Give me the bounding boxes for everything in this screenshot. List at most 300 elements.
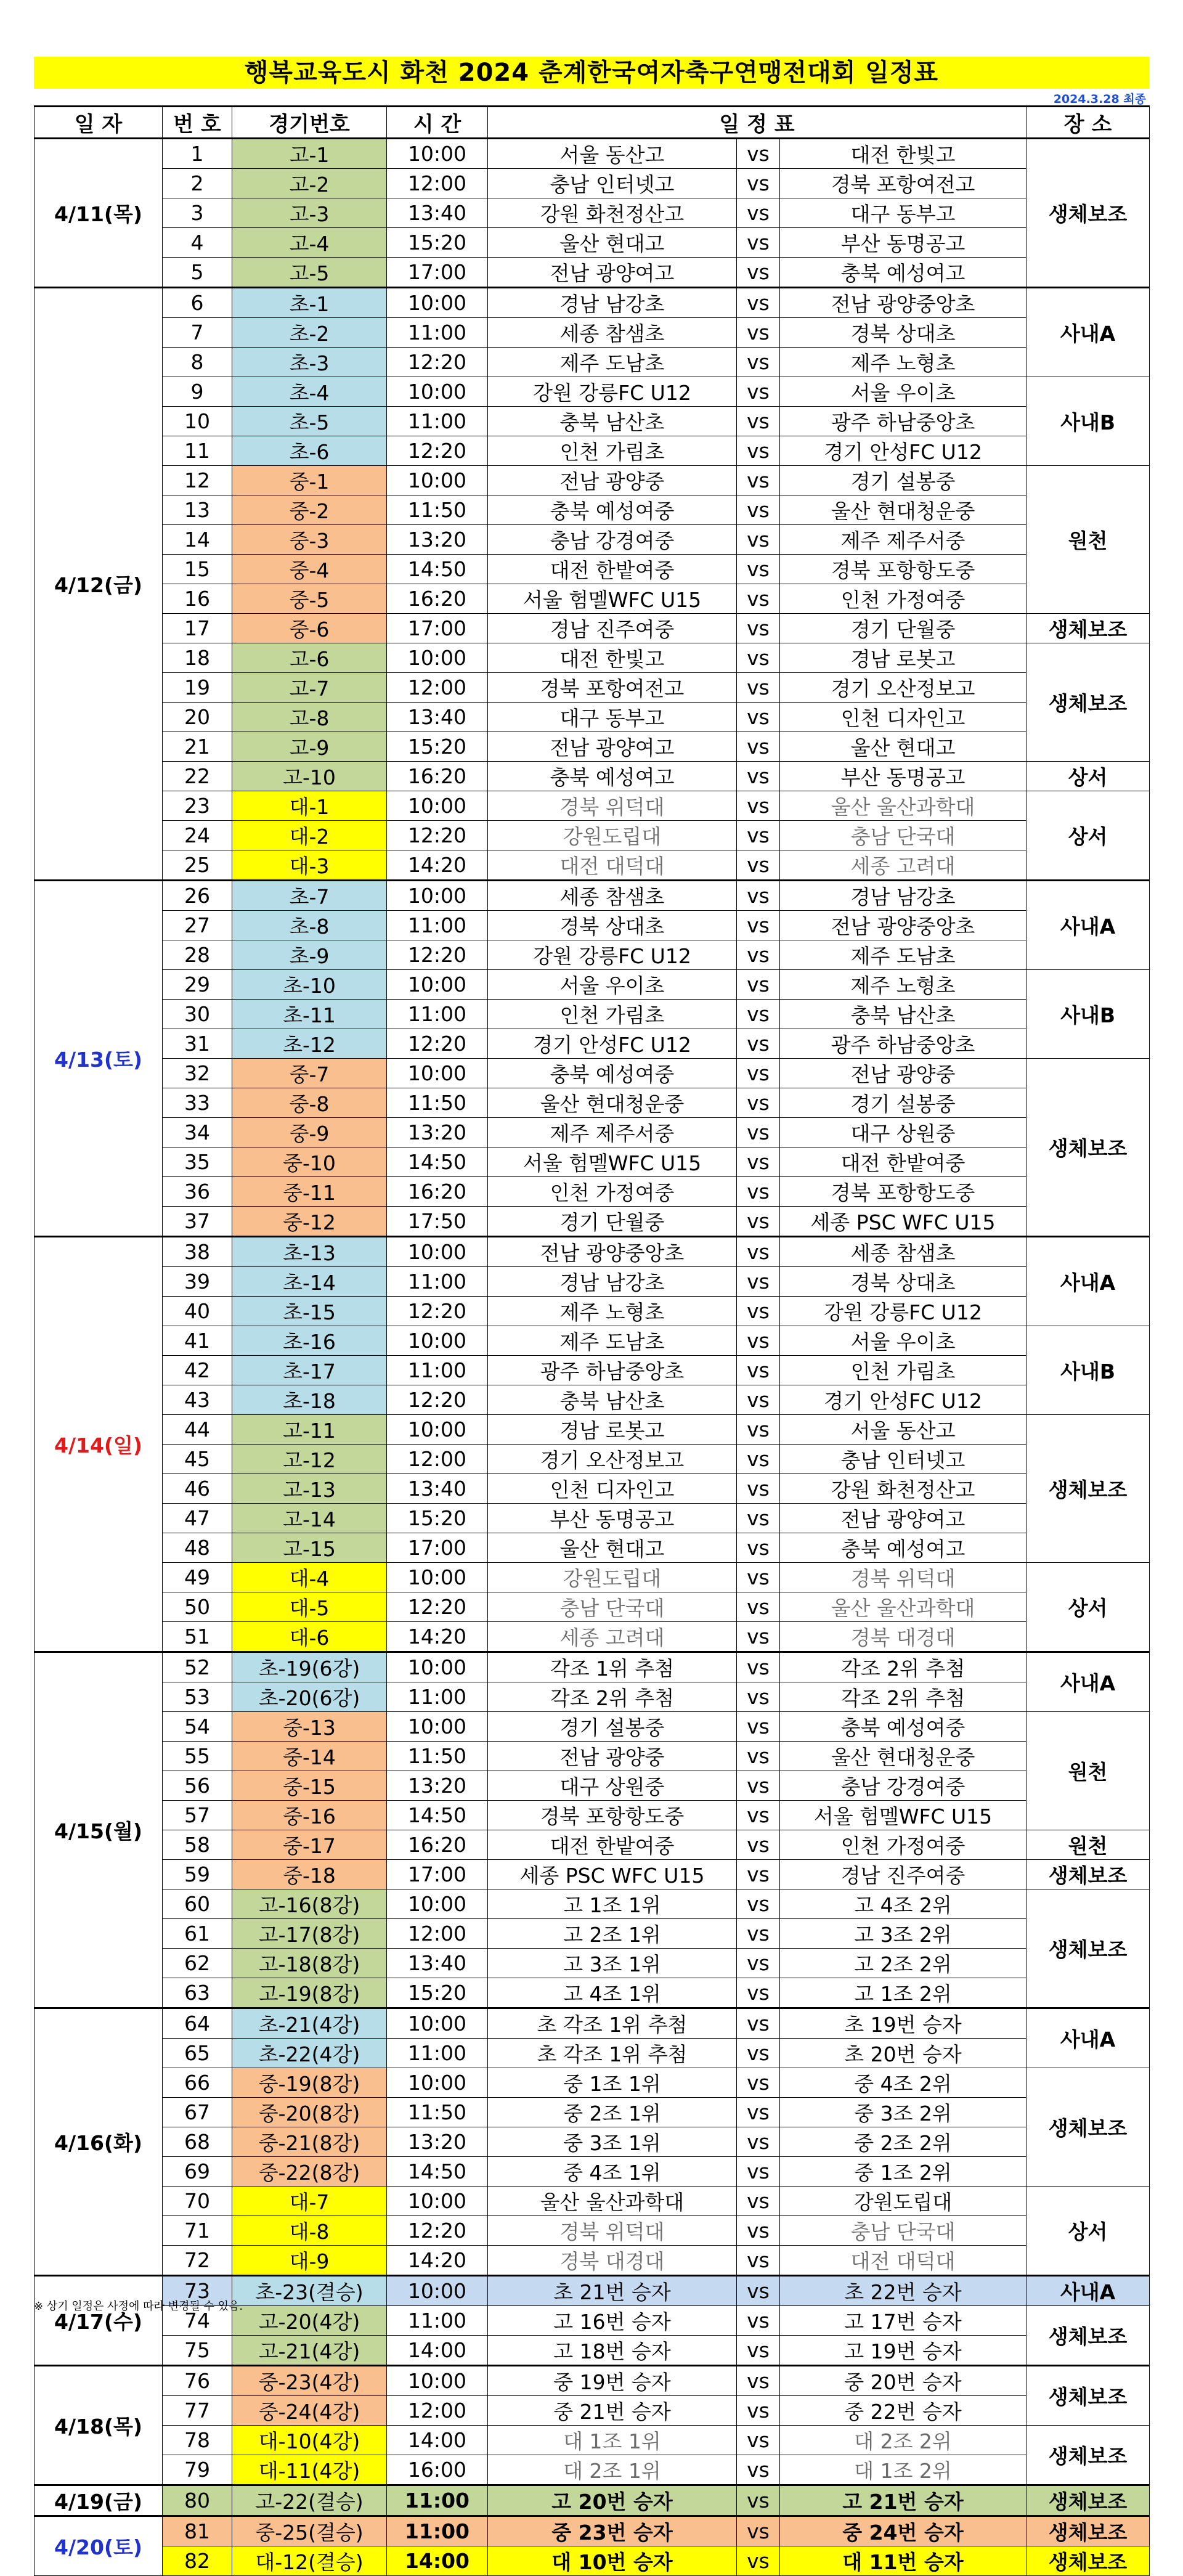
home-team: 서울 험멜WFC U15 — [488, 1147, 737, 1177]
match-time: 12:20 — [387, 1592, 488, 1622]
away-team: 경남 남강초 — [780, 881, 1026, 911]
vs-label: vs — [737, 1445, 780, 1474]
away-team: 경북 상대초 — [780, 1267, 1026, 1297]
vs-label: vs — [737, 1801, 780, 1830]
away-team: 중 3조 2위 — [780, 2098, 1026, 2127]
match-time: 10:00 — [387, 288, 488, 318]
vs-label: vs — [737, 2366, 780, 2396]
match-number: 36 — [163, 1177, 232, 1207]
vs-label: vs — [737, 1267, 780, 1297]
vs-label: vs — [737, 1533, 780, 1563]
match-time: 17:00 — [387, 614, 488, 643]
game-code: 고-7 — [232, 673, 387, 703]
match-time: 13:20 — [387, 2127, 488, 2157]
match-number: 24 — [163, 821, 232, 850]
match-time: 10:00 — [387, 1652, 488, 1682]
vs-label: vs — [737, 1712, 780, 1742]
match-number: 42 — [163, 1356, 232, 1385]
match-row — [35, 1771, 1150, 1801]
match-row — [35, 881, 1150, 911]
home-team: 전남 광양여고 — [488, 258, 737, 288]
match-row — [35, 791, 1150, 821]
match-row — [35, 1889, 1150, 1919]
away-team: 각조 2위 추첨 — [780, 1652, 1026, 1682]
match-time: 13:20 — [387, 525, 488, 555]
match-row — [35, 169, 1150, 198]
home-team: 대전 한밭여중 — [488, 1830, 737, 1860]
match-time: 14:50 — [387, 1147, 488, 1177]
vs-label: vs — [737, 2187, 780, 2216]
away-team: 충남 단국대 — [780, 821, 1026, 850]
home-team: 강원 강릉FC U12 — [488, 377, 737, 407]
match-time: 10:00 — [387, 377, 488, 407]
match-day: 4/16(화) — [35, 2008, 163, 2276]
match-number: 22 — [163, 762, 232, 791]
match-row — [35, 407, 1150, 436]
game-code: 중-22(8강) — [232, 2157, 387, 2187]
vs-label: vs — [737, 2246, 780, 2276]
game-code: 중-4 — [232, 555, 387, 584]
game-code: 대-11(4강) — [232, 2455, 387, 2485]
match-venue: 상서 — [1026, 1563, 1150, 1652]
match-number: 54 — [163, 1712, 232, 1742]
vs-label: vs — [737, 1742, 780, 1771]
match-number: 50 — [163, 1592, 232, 1622]
schedule-body — [35, 139, 1150, 2576]
away-team: 고 17번 승자 — [780, 2306, 1026, 2336]
match-number: 32 — [163, 1059, 232, 1088]
home-team: 중 2조 1위 — [488, 2098, 737, 2127]
match-row — [35, 1533, 1150, 1563]
game-code: 초-7 — [232, 881, 387, 911]
match-time: 10:00 — [387, 2276, 488, 2306]
match-time: 11:00 — [387, 2485, 488, 2516]
home-team: 인천 가림초 — [488, 436, 737, 466]
home-team: 강원도립대 — [488, 1563, 737, 1592]
match-day: 4/20(토) — [35, 2516, 163, 2576]
match-row — [35, 970, 1150, 1000]
match-number: 46 — [163, 1474, 232, 1504]
home-team: 전남 광양여고 — [488, 732, 737, 762]
game-code: 대-3 — [232, 850, 387, 881]
match-time: 11:00 — [387, 1356, 488, 1385]
vs-label: vs — [737, 2157, 780, 2187]
match-time: 13:40 — [387, 198, 488, 228]
away-team: 세종 참샘초 — [780, 1237, 1026, 1267]
vs-label: vs — [737, 1563, 780, 1592]
match-venue: 사내A — [1026, 1652, 1150, 1712]
match-time: 15:20 — [387, 228, 488, 258]
match-row — [35, 1949, 1150, 1978]
away-team: 고 4조 2위 — [780, 1889, 1026, 1919]
match-time: 16:20 — [387, 1177, 488, 1207]
game-code: 중-21(8강) — [232, 2127, 387, 2157]
match-time: 11:00 — [387, 911, 488, 940]
match-day: 4/15(월) — [35, 1652, 163, 2008]
home-team: 세종 참샘초 — [488, 881, 737, 911]
match-venue: 사내A — [1026, 2276, 1150, 2306]
match-time: 10:00 — [387, 643, 488, 673]
away-team: 울산 현대고 — [780, 732, 1026, 762]
match-number: 16 — [163, 584, 232, 614]
home-team: 울산 현대청운중 — [488, 1088, 737, 1118]
match-number: 82 — [163, 2546, 232, 2576]
match-number: 59 — [163, 1860, 232, 1889]
match-number: 70 — [163, 2187, 232, 2216]
match-number: 31 — [163, 1029, 232, 1059]
match-time: 14:20 — [387, 1622, 488, 1652]
away-team: 인천 가정여중 — [780, 1830, 1026, 1860]
match-venue: 사내A — [1026, 2008, 1150, 2068]
vs-label: vs — [737, 436, 780, 466]
away-team: 충남 인터넷고 — [780, 1445, 1026, 1474]
match-time: 10:00 — [387, 139, 488, 169]
vs-label: vs — [737, 1059, 780, 1088]
match-time: 10:00 — [387, 1712, 488, 1742]
match-time: 12:20 — [387, 2216, 488, 2246]
match-row — [35, 1207, 1150, 1237]
away-team: 제주 도남초 — [780, 940, 1026, 970]
away-team: 대전 한빛고 — [780, 139, 1026, 169]
away-team: 제주 제주서중 — [780, 525, 1026, 555]
match-day: 4/18(목) — [35, 2366, 163, 2485]
vs-label: vs — [737, 614, 780, 643]
match-row — [35, 198, 1150, 228]
match-number: 60 — [163, 1889, 232, 1919]
away-team: 경기 설봉중 — [780, 1088, 1026, 1118]
match-time: 11:00 — [387, 2306, 488, 2336]
away-team: 초 19번 승자 — [780, 2008, 1026, 2039]
match-row — [35, 643, 1150, 673]
vs-label: vs — [737, 1177, 780, 1207]
match-row — [35, 2127, 1150, 2157]
game-code: 고-2 — [232, 169, 387, 198]
match-venue: 사내A — [1026, 288, 1150, 377]
match-number: 19 — [163, 673, 232, 703]
game-code: 초-1 — [232, 288, 387, 318]
away-team: 광주 하남중앙초 — [780, 1029, 1026, 1059]
vs-label: vs — [737, 2306, 780, 2336]
game-code: 초-15 — [232, 1297, 387, 1326]
match-venue: 사내B — [1026, 970, 1150, 1059]
match-day: 4/11(목) — [35, 139, 163, 288]
vs-label: vs — [737, 2426, 780, 2455]
match-venue: 상서 — [1026, 791, 1150, 881]
game-code: 고-11 — [232, 1415, 387, 1445]
away-team: 충북 예성여중 — [780, 1712, 1026, 1742]
vs-label: vs — [737, 1949, 780, 1978]
match-number: 48 — [163, 1533, 232, 1563]
match-row — [35, 2039, 1150, 2068]
away-team: 충남 강경여중 — [780, 1771, 1026, 1801]
game-code: 고-15 — [232, 1533, 387, 1563]
match-venue: 생체보조 — [1026, 2306, 1150, 2366]
vs-label: vs — [737, 1860, 780, 1889]
home-team: 고 20번 승자 — [488, 2485, 737, 2516]
match-row — [35, 2396, 1150, 2426]
home-team: 전남 광양중 — [488, 466, 737, 495]
vs-label: vs — [737, 1978, 780, 2008]
game-code: 대-2 — [232, 821, 387, 850]
match-venue: 사내B — [1026, 1326, 1150, 1415]
home-team: 경기 안성FC U12 — [488, 1029, 737, 1059]
vs-label: vs — [737, 2516, 780, 2546]
game-code: 초-8 — [232, 911, 387, 940]
game-code: 고-5 — [232, 258, 387, 288]
home-team: 제주 노형초 — [488, 1297, 737, 1326]
home-team: 서울 험멜WFC U15 — [488, 584, 737, 614]
game-code: 대-8 — [232, 2216, 387, 2246]
match-time: 17:00 — [387, 258, 488, 288]
match-venue: 생체보조 — [1026, 614, 1150, 643]
home-team: 강원도립대 — [488, 821, 737, 850]
match-time: 10:00 — [387, 2008, 488, 2039]
match-row — [35, 1860, 1150, 1889]
match-row — [35, 2246, 1150, 2276]
home-team: 경남 남강초 — [488, 288, 737, 318]
match-row — [35, 2068, 1150, 2098]
match-number: 65 — [163, 2039, 232, 2068]
game-code: 고-4 — [232, 228, 387, 258]
match-row — [35, 940, 1150, 970]
match-time: 12:00 — [387, 169, 488, 198]
vs-label: vs — [737, 1356, 780, 1385]
match-row — [35, 348, 1150, 377]
away-team: 경북 포항항도중 — [780, 555, 1026, 584]
match-row — [35, 762, 1150, 791]
vs-label: vs — [737, 1592, 780, 1622]
home-team: 경남 진주여중 — [488, 614, 737, 643]
home-team: 경기 단월중 — [488, 1207, 737, 1237]
away-team: 각조 2위 추첨 — [780, 1682, 1026, 1712]
game-code: 초-16 — [232, 1326, 387, 1356]
away-team: 중 2조 2위 — [780, 2127, 1026, 2157]
match-time: 17:00 — [387, 1860, 488, 1889]
away-team: 충북 예성여고 — [780, 258, 1026, 288]
away-team: 경북 대경대 — [780, 1622, 1026, 1652]
game-code: 대-9 — [232, 2246, 387, 2276]
away-team: 울산 울산과학대 — [780, 1592, 1026, 1622]
vs-label: vs — [737, 1237, 780, 1267]
match-row — [35, 318, 1150, 348]
vs-label: vs — [737, 732, 780, 762]
game-code: 중-18 — [232, 1860, 387, 1889]
away-team: 초 20번 승자 — [780, 2039, 1026, 2068]
match-row — [35, 1504, 1150, 1533]
page-title: 행복교육도시 화천 2024 춘계한국여자축구연맹전대회 일정표 — [34, 57, 1149, 89]
header-schedule: 일 정 표 — [488, 107, 1026, 139]
match-row — [35, 139, 1150, 169]
home-team: 고 3조 1위 — [488, 1949, 737, 1978]
match-row — [35, 1356, 1150, 1385]
match-time: 10:00 — [387, 466, 488, 495]
vs-label: vs — [737, 555, 780, 584]
match-number: 56 — [163, 1771, 232, 1801]
match-number: 45 — [163, 1445, 232, 1474]
away-team: 고 21번 승자 — [780, 2485, 1026, 2516]
match-number: 20 — [163, 703, 232, 732]
match-number: 13 — [163, 495, 232, 525]
away-team: 울산 울산과학대 — [780, 791, 1026, 821]
home-team: 초 각조 1위 추첨 — [488, 2039, 737, 2068]
home-team: 경북 포항항도중 — [488, 1801, 737, 1830]
match-number: 51 — [163, 1622, 232, 1652]
vs-label: vs — [737, 139, 780, 169]
vs-label: vs — [737, 2546, 780, 2576]
match-row — [35, 1118, 1150, 1147]
match-number: 39 — [163, 1267, 232, 1297]
vs-label: vs — [737, 377, 780, 407]
match-number: 69 — [163, 2157, 232, 2187]
vs-label: vs — [737, 1207, 780, 1237]
match-row — [35, 2008, 1150, 2039]
match-number: 27 — [163, 911, 232, 940]
vs-label: vs — [737, 762, 780, 791]
match-number: 77 — [163, 2396, 232, 2426]
match-row — [35, 1237, 1150, 1267]
match-row — [35, 2216, 1150, 2246]
header-time: 시 간 — [387, 107, 488, 139]
match-row — [35, 1059, 1150, 1088]
match-number: 76 — [163, 2366, 232, 2396]
match-number: 2 — [163, 169, 232, 198]
match-row — [35, 1177, 1150, 1207]
home-team: 전남 광양중 — [488, 1742, 737, 1771]
match-row — [35, 1652, 1150, 1682]
away-team: 대전 한밭여중 — [780, 1147, 1026, 1177]
away-team: 충북 남산초 — [780, 1000, 1026, 1029]
match-time: 12:20 — [387, 348, 488, 377]
match-number: 38 — [163, 1237, 232, 1267]
match-time: 10:00 — [387, 881, 488, 911]
home-team: 경북 대경대 — [488, 2246, 737, 2276]
home-team: 중 19번 승자 — [488, 2366, 737, 2396]
home-team: 중 1조 1위 — [488, 2068, 737, 2098]
match-row — [35, 614, 1150, 643]
away-team: 고 19번 승자 — [780, 2336, 1026, 2366]
match-number: 79 — [163, 2455, 232, 2485]
away-team: 경북 포항여전고 — [780, 169, 1026, 198]
match-venue: 원천 — [1026, 1830, 1150, 1860]
game-code: 초-18 — [232, 1385, 387, 1415]
away-team: 대구 상원중 — [780, 1118, 1026, 1147]
match-number: 68 — [163, 2127, 232, 2157]
vs-label: vs — [737, 1889, 780, 1919]
home-team: 울산 현대고 — [488, 228, 737, 258]
vs-label: vs — [737, 2008, 780, 2039]
vs-label: vs — [737, 1326, 780, 1356]
match-time: 10:00 — [387, 1326, 488, 1356]
vs-label: vs — [737, 2485, 780, 2516]
home-team: 충북 예성여중 — [488, 1059, 737, 1088]
away-team: 중 1조 2위 — [780, 2157, 1026, 2187]
match-number: 61 — [163, 1919, 232, 1949]
game-code: 초-19(6강) — [232, 1652, 387, 1682]
home-team: 경남 로봇고 — [488, 1415, 737, 1445]
away-team: 경기 설봉중 — [780, 466, 1026, 495]
vs-label: vs — [737, 1029, 780, 1059]
match-row — [35, 1592, 1150, 1622]
away-team: 고 2조 2위 — [780, 1949, 1026, 1978]
match-number: 10 — [163, 407, 232, 436]
match-venue: 생체보조 — [1026, 2546, 1150, 2576]
schedule-table — [34, 105, 1150, 2576]
match-number: 78 — [163, 2426, 232, 2455]
away-team: 고 3조 2위 — [780, 1919, 1026, 1949]
match-row — [35, 911, 1150, 940]
match-time: 10:00 — [387, 2366, 488, 2396]
away-team: 부산 동명공고 — [780, 228, 1026, 258]
match-number: 81 — [163, 2516, 232, 2546]
vs-label: vs — [737, 911, 780, 940]
game-code: 중-13 — [232, 1712, 387, 1742]
match-venue: 상서 — [1026, 2187, 1150, 2276]
match-venue: 생체보조 — [1026, 2068, 1150, 2187]
match-time: 12:20 — [387, 1029, 488, 1059]
game-code: 고-16(8강) — [232, 1889, 387, 1919]
match-time: 14:20 — [387, 2246, 488, 2276]
away-team: 경기 안성FC U12 — [780, 436, 1026, 466]
match-time: 14:20 — [387, 850, 488, 881]
home-team: 대 1조 1위 — [488, 2426, 737, 2455]
match-day: 4/19(금) — [35, 2485, 163, 2516]
game-code: 중-19(8강) — [232, 2068, 387, 2098]
match-time: 12:00 — [387, 2396, 488, 2426]
home-team: 충남 강경여중 — [488, 525, 737, 555]
game-code: 고-14 — [232, 1504, 387, 1533]
vs-label: vs — [737, 1682, 780, 1712]
game-code: 중-6 — [232, 614, 387, 643]
match-time: 14:50 — [387, 555, 488, 584]
home-team: 전남 광양중앙초 — [488, 1237, 737, 1267]
match-row — [35, 2455, 1150, 2485]
match-row — [35, 555, 1150, 584]
match-time: 11:00 — [387, 2039, 488, 2068]
match-time: 11:50 — [387, 2098, 488, 2127]
home-team: 경북 위덕대 — [488, 791, 737, 821]
match-time: 13:20 — [387, 1771, 488, 1801]
game-code: 대-7 — [232, 2187, 387, 2216]
match-row — [35, 2366, 1150, 2396]
vs-label: vs — [737, 673, 780, 703]
away-team: 인천 가정여중 — [780, 584, 1026, 614]
header-venue: 장 소 — [1026, 107, 1150, 139]
game-code: 중-23(4강) — [232, 2366, 387, 2396]
match-time: 15:20 — [387, 1504, 488, 1533]
match-venue: 생체보조 — [1026, 2366, 1150, 2426]
match-number: 34 — [163, 1118, 232, 1147]
vs-label: vs — [737, 2039, 780, 2068]
game-code: 중-9 — [232, 1118, 387, 1147]
home-team: 고 1조 1위 — [488, 1889, 737, 1919]
home-team: 고 4조 1위 — [488, 1978, 737, 2008]
home-team: 인천 가정여중 — [488, 1177, 737, 1207]
match-row — [35, 1682, 1150, 1712]
match-time: 11:00 — [387, 1682, 488, 1712]
home-team: 세종 참샘초 — [488, 318, 737, 348]
game-code: 고-18(8강) — [232, 1949, 387, 1978]
game-code: 중-15 — [232, 1771, 387, 1801]
home-team: 각조 1위 추첨 — [488, 1652, 737, 1682]
vs-label: vs — [737, 1622, 780, 1652]
away-team: 울산 현대청운중 — [780, 495, 1026, 525]
match-time: 10:00 — [387, 1237, 488, 1267]
game-code: 중-8 — [232, 1088, 387, 1118]
match-number: 30 — [163, 1000, 232, 1029]
away-team: 세종 PSC WFC U15 — [780, 1207, 1026, 1237]
home-team: 충북 예성여고 — [488, 762, 737, 791]
away-team: 전남 광양중앙초 — [780, 911, 1026, 940]
